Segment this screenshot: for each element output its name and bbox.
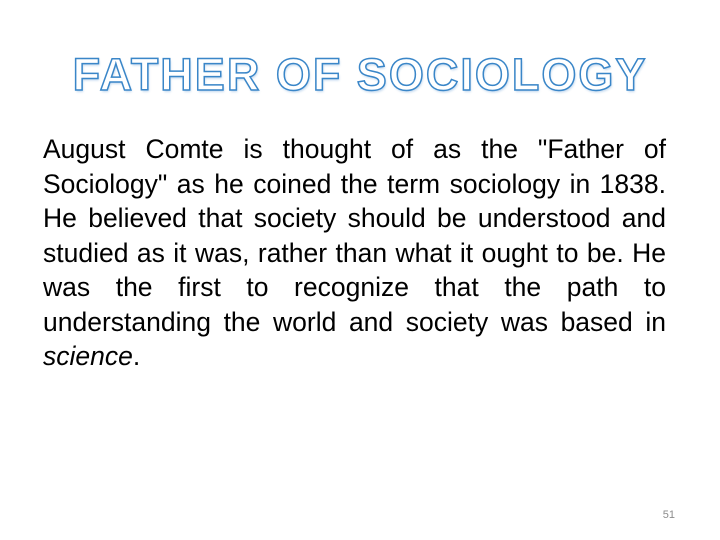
body-emphasis-text: science	[43, 341, 133, 371]
body-end-text: .	[132, 341, 141, 371]
body-main-text: August Comte is thought of as the "Father of Sociology" as he coined the term sociology in 1838. He believed that society should be understood and studied as it was, rather than what it ought to be. He was the first to recognize that the path to understanding the world and society was based in	[43, 134, 666, 337]
slide-title: FATHER OF SOCIOLOGY	[72, 49, 648, 100]
page-number: 51	[662, 509, 675, 521]
slide-body-text	[43, 132, 666, 374]
